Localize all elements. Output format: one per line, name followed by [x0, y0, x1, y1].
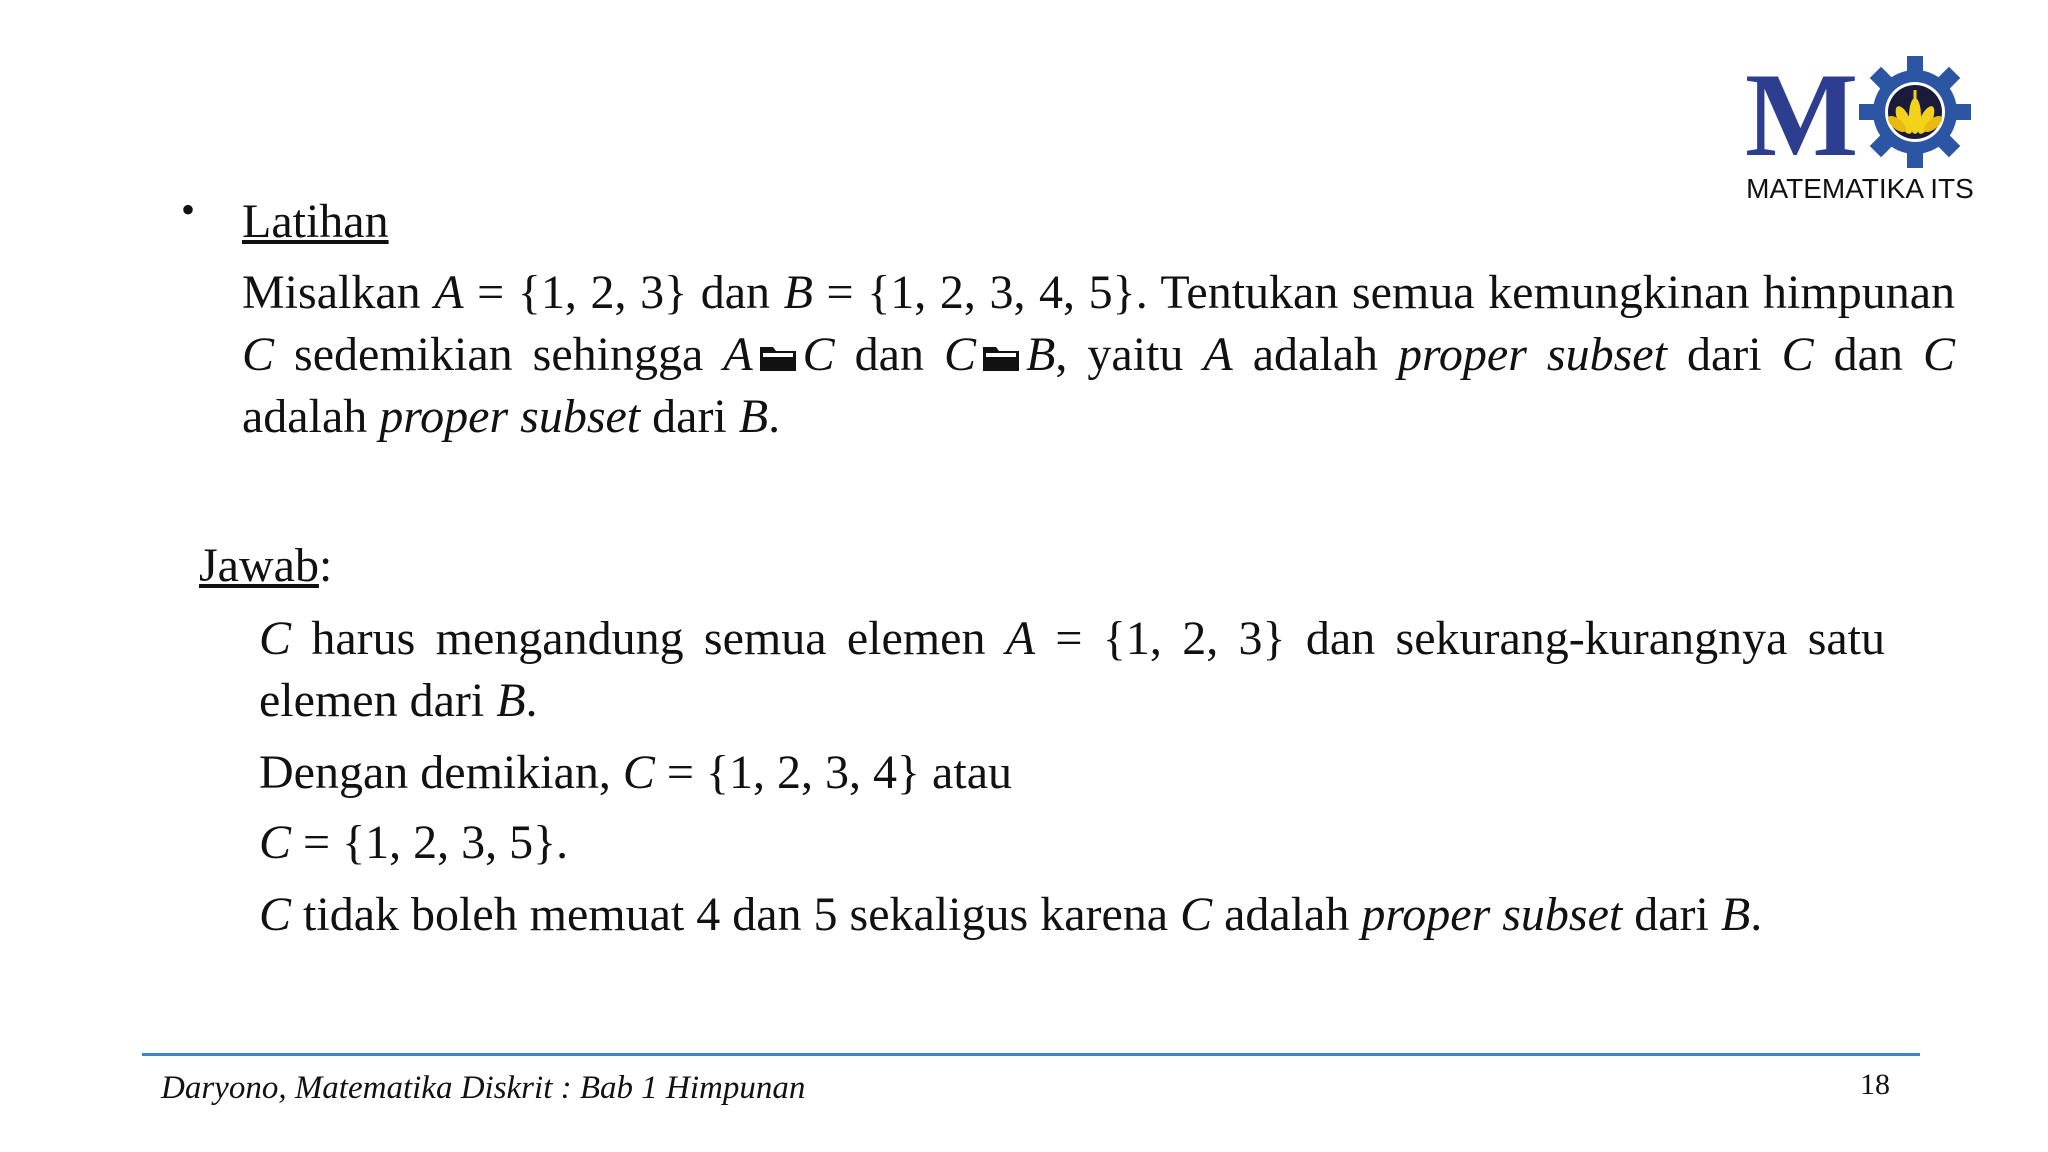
- answer-text: dari: [1622, 888, 1721, 941]
- answer-text: = {1, 2, 3} dan sekurang-kurangnya satu elemen dari: [259, 612, 1886, 727]
- answer-text: .: [525, 674, 538, 727]
- set-c: C: [1922, 328, 1955, 381]
- problem-text: dan: [834, 328, 945, 381]
- proper-subset-term: proper subset: [1361, 888, 1623, 941]
- problem-text: dan: [1813, 328, 1923, 381]
- set-c: C: [259, 816, 292, 869]
- answer-text: Dengan demikian,: [259, 746, 623, 799]
- set-b: B: [783, 266, 813, 319]
- set-a: A: [723, 328, 753, 381]
- problem-text: adalah: [242, 390, 380, 443]
- set-c: C: [1180, 888, 1213, 941]
- problem-text: adalah: [1232, 328, 1399, 381]
- set-b: B: [1026, 328, 1056, 381]
- set-c: C: [944, 328, 977, 381]
- set-c: C: [622, 746, 655, 799]
- matematika-its-logo: [1745, 55, 1975, 170]
- set-a: A: [1005, 612, 1036, 665]
- problem-text: = {1, 2, 3, 4, 5}. Tentukan semua kemungkinan himpunan: [812, 266, 1956, 319]
- problem-text: , yaitu: [1055, 328, 1204, 381]
- answer-text: .: [1750, 888, 1763, 941]
- logo: [1735, 55, 1985, 210]
- logo-caption: MATEMATIKA ITS: [1746, 173, 1974, 204]
- set-b: B: [1720, 888, 1751, 941]
- answer-text: tidak boleh memuat 4 dan 5 sekaligus karena: [291, 888, 1181, 941]
- set-a: A: [1203, 328, 1233, 381]
- problem-text: sedemikian sehingga: [274, 328, 724, 381]
- logo-letter: M: [1745, 55, 1859, 170]
- folder-icon: [982, 344, 1020, 372]
- answer-block: [259, 608, 1885, 946]
- footer-divider: [142, 1053, 1920, 1056]
- answer-text: harus mengandung semua elemen: [291, 612, 1006, 665]
- set-a: A: [434, 266, 464, 319]
- set-c: C: [242, 328, 275, 381]
- set-c: C: [1781, 328, 1814, 381]
- problem-text: .: [768, 390, 781, 443]
- problem-text: = {1, 2, 3} dan: [463, 266, 784, 319]
- problem-text: dari: [640, 390, 739, 443]
- proper-subset-term: proper subset: [379, 390, 641, 443]
- answer-paragraph-1: [259, 608, 1885, 732]
- answer-label-colon: :: [318, 539, 333, 592]
- answer-label-text: Jawab: [199, 539, 319, 592]
- answer-text: = {1, 2, 3, 5}.: [291, 816, 569, 869]
- bullet-point: •: [181, 187, 196, 232]
- answer-label: [199, 538, 332, 593]
- problem-text: dari: [1666, 328, 1782, 381]
- exercise-title: Latihan: [242, 195, 389, 248]
- answer-paragraph-3: [259, 812, 1885, 874]
- exercise-problem: [242, 262, 1955, 448]
- problem-text: Misalkan: [242, 266, 435, 319]
- set-c: C: [259, 888, 292, 941]
- set-c: C: [802, 328, 835, 381]
- answer-paragraph-4: [259, 884, 1885, 946]
- answer-text: = {1, 2, 3, 4} atau: [654, 746, 1012, 799]
- gear-icon: [1859, 56, 1971, 168]
- proper-subset-term: proper subset: [1398, 328, 1667, 381]
- footer-credit: Daryono, Matematika Diskrit : Bab 1 Himpunan: [161, 1070, 806, 1106]
- set-b: B: [496, 674, 526, 727]
- set-c: C: [259, 612, 292, 665]
- page-number: 18: [1860, 1068, 1890, 1101]
- answer-paragraph-2: [259, 742, 1885, 804]
- folder-icon: [759, 344, 797, 372]
- set-b: B: [738, 390, 769, 443]
- answer-text: adalah: [1212, 888, 1362, 941]
